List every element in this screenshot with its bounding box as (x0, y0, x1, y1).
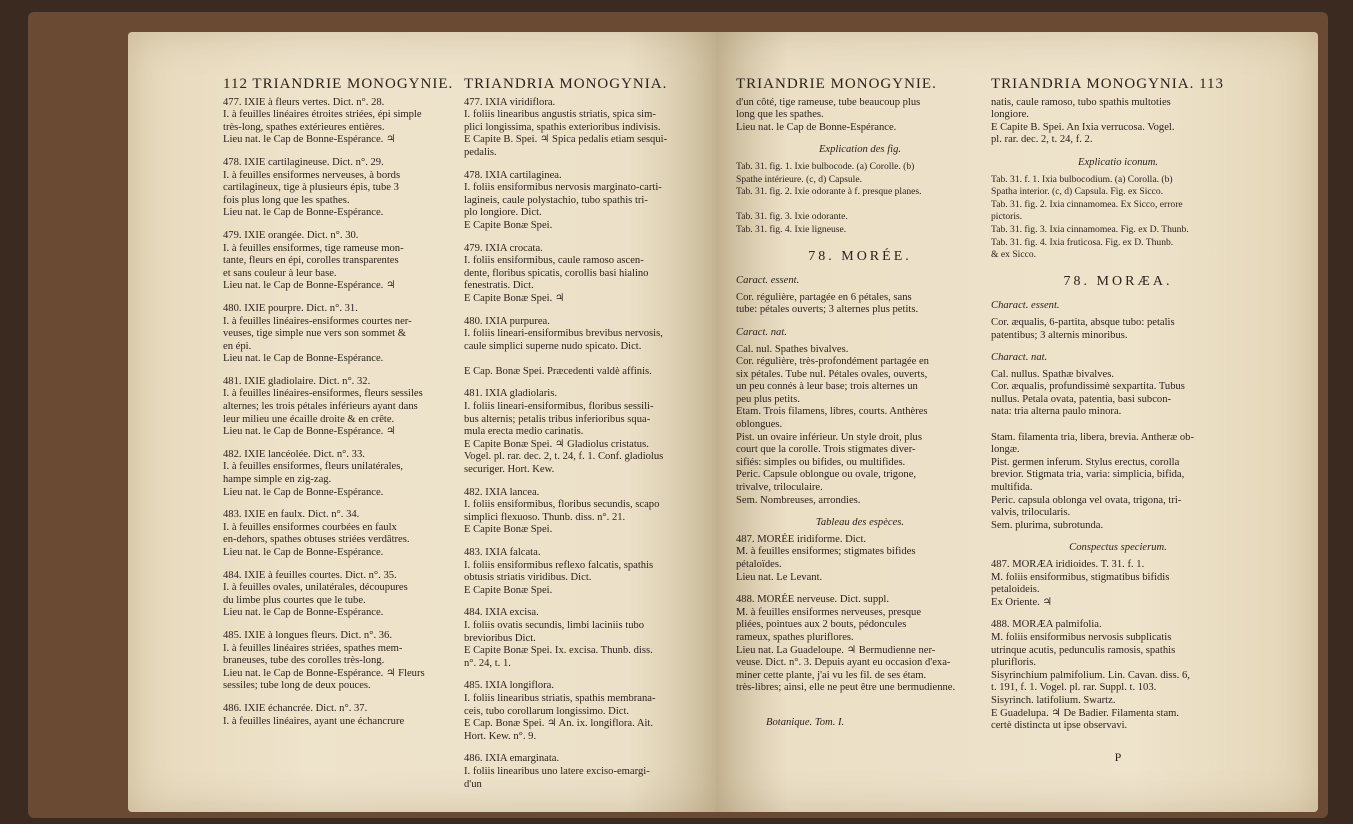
charact-nat-title: Charact. nat. (991, 352, 1048, 364)
species-entry (464, 753, 704, 791)
left-page-french-column (223, 32, 455, 738)
genus-heading: 78. MORÉE. (808, 248, 912, 264)
entry-line: E Capite Bonæ Spei. (464, 584, 553, 596)
entry-line: I. à feuilles linéaires, ayant une échancrure (223, 715, 405, 727)
entry-line: long que les spathes. (736, 109, 824, 121)
entry-line: M. à feuilles ensiformes nerveuses, presque (736, 606, 922, 618)
charact-line: oblongues. (736, 419, 783, 431)
running-head: TRIANDRIE MONOGYNIE. (736, 76, 937, 92)
entry-line: securiger. Hort. Kew. (464, 464, 555, 476)
entry-line: 485. IXIE à longues fleurs. Dict. n°. 36. (223, 629, 392, 641)
entry-line: certè distincta ut ipse observavi. (991, 720, 1128, 732)
entry-line: Lieu nat. le Cap de Bonne-Espérance. (223, 547, 384, 558)
species-table-title: Conspectus specierum. (1069, 542, 1167, 554)
entry-line: E Capite Bonæ Spei. (464, 524, 553, 536)
entry-line: Lieu nat. le Cap de Bonne-Espérance. ♃ Fleurs (223, 667, 425, 679)
charact-line: Peric. capsula oblonga vel ovata, trigona, tri- (991, 494, 1182, 506)
entry-line: Lieu nat. le Cap de Bonne-Espérance. (223, 486, 384, 498)
entry-line: 480. IXIA purpurea. (464, 315, 550, 327)
entry-line: 481. IXIA gladiolaris. (464, 388, 557, 400)
entry-line: Lieu nat. le Cap de Bonne-Espérance. ♃ (223, 280, 396, 292)
entry-line: en-dehors, spathes obtuses striées verdâtres. (223, 534, 410, 546)
left-page-latin-column (464, 32, 704, 801)
entry-line: fois plus long que les spathes. (223, 194, 350, 206)
charact-line (991, 419, 1245, 432)
entry-line: leur milieu une écaille droite & en crête. (223, 413, 395, 425)
entry-line: 481. IXIE gladiolaire. Dict. n°. 32. (223, 375, 371, 387)
entry-line: dente, floribus spicatis, corollis basi hialino (464, 267, 649, 279)
entry-line: 482. IXIE lancéolée. Dict. n°. 33. (223, 448, 365, 460)
entry-line: 486. IXIE échancrée. Dict. n°. 37. (223, 702, 368, 714)
entry-line: Lieu nat. le Cap de Bonne-Espérance. ♃ (223, 426, 396, 438)
entry-line: Sisyrinch. latifolium. Swartz. (991, 694, 1116, 706)
entry-line: d'un (464, 778, 482, 790)
entry-line: E Capite B. Spei. ♃ Spica pedalis etiam sesqui- (464, 134, 668, 146)
entry-line (464, 353, 704, 366)
entry-line: 487. MORÉE iridiforme. Dict. (736, 533, 867, 545)
species-entry (991, 619, 1245, 732)
charact-line: Peric. Capsule oblongue ou ovale, trigone, (736, 469, 917, 481)
explication-line: Spathe intérieure. (c, d) Capsule. (736, 173, 863, 185)
entry-line: E Cap. Bonæ Spei. Præcedenti valdè affinis. (464, 365, 652, 377)
entry-line: I. à feuilles ensiformes, tige rameuse mon- (223, 242, 404, 254)
entry-line: 482. IXIA lancea. (464, 486, 540, 498)
charact-line: un peu connés à leur base; trois alternes un (736, 381, 918, 393)
continued-entry (736, 97, 984, 135)
open-book (28, 12, 1328, 818)
explication-line: & ex Sicco. (991, 249, 1037, 261)
entry-line: en épi. (223, 340, 252, 352)
entry-line: veuse. Dict. n°. 3. Depuis ayant eu occasion d'exa- (736, 657, 951, 669)
entry-line: rameux, spathes pluriflores. (736, 631, 854, 643)
charact-line: brevior. Stigmata tria, varia: simplicia, bifida, (991, 469, 1185, 481)
entry-line: fenestratis. Dict. (464, 280, 534, 292)
species-entry (223, 97, 455, 147)
entry-line: petaloideis. (991, 584, 1040, 596)
entry-line: Lieu nat. le Cap de Bonne-Espérance. ♃ (223, 134, 396, 146)
entry-line: 477. IXIA viridiflora. (464, 96, 556, 108)
entry-line: sessiles; tube long de deux pouces. (223, 680, 371, 692)
entry-line: ceis, tubo corollarum longissimo. Dict. (464, 705, 630, 717)
running-head: TRIANDRIA MONOGYNIA. 113 (991, 76, 1225, 92)
entry-line: I. foliis lineari-ensiformibus, floribus sessili- (464, 401, 654, 413)
entry-line: Vogel. pl. rar. dec. 2, t. 24, f. 1. Conf. gladiolus (464, 451, 664, 463)
species-entry (223, 570, 455, 620)
entry-line: simplici flexuoso. Thunb. diss. n°. 21. (464, 511, 626, 523)
entry-line: pétaloïdes. (736, 559, 782, 570)
species-entry (464, 97, 704, 160)
charact-line: Cal. nullus. Spathæ bivalves. (991, 368, 1115, 380)
charact-line: Cor. régulière, très-profondément partagée en (736, 356, 929, 368)
entry-line: natis, caule ramoso, tubo spathis multoties (991, 96, 1171, 108)
entry-line: M. foliis ensiformibus nervosis subplicatis (991, 631, 1172, 643)
charact-line: nullus. Petala ovata, patentia, basi subcon- (991, 393, 1172, 405)
entry-line: hampe simple en zig-zag. (223, 474, 332, 486)
entry-line: 479. IXIA crocata. (464, 242, 543, 254)
entry-line: M. à feuilles ensiformes; stigmates bifides (736, 546, 916, 558)
entry-line: mula erecta medio carinatis. (464, 426, 584, 438)
entry-line: Lieu nat. La Guadeloupe. ♃ Bermudienne ner- (736, 644, 936, 656)
charact-essent-title: Caract. essent. (736, 275, 800, 287)
right-page (716, 32, 1318, 812)
entry-line: I. foliis ensiformibus nervosis marginato-carti- (464, 182, 662, 194)
entry-line: pl. rar. dec. 2, t. 24, f. 2. (991, 134, 1093, 146)
entry-line: veuses, tige simple nue vers son sommet & (223, 328, 407, 340)
entry-line: et sans couleur à leur base. (223, 267, 337, 279)
explication-line: Tab. 31. fig. 3. Ixia cinnamomea. Fig. ex D. Thunb. (991, 223, 1189, 235)
entry-line: 488. MORÆA palmifolia. (991, 619, 1102, 631)
charact-line: Pist. un ovaire inférieur. Un style droit, plus (736, 431, 922, 443)
species-table-title: Tableau des espèces. (815, 517, 905, 529)
explication-line: Tab. 31. fig. 1. Ixie bulbocode. (a) Corolle. (b) (736, 160, 915, 172)
entry-line: miner cette plante, j'ai vu les fil. de ses étam. (736, 669, 927, 681)
charact-line: Cor. æqualis, profundissimè sexpartita. Tubus (991, 381, 1185, 393)
entry-line: plo longiore. Dict. (464, 207, 542, 219)
charact-line: valvis, trilocularis. (991, 507, 1071, 519)
entry-line: 478. IXIA cartilaginea. (464, 169, 562, 181)
species-entry (223, 703, 455, 728)
species-entry (223, 509, 455, 559)
charact-line: Sem. plurima, subrotunda. (991, 519, 1104, 531)
entry-line: pedalis. (464, 146, 497, 158)
entry-line: I. foliis ensiformibus, floribus secundis, scapo (464, 499, 660, 511)
entry-line: Hort. Kew. n°. 9. (464, 730, 537, 742)
entry-line: alternes; les trois pétales inférieurs ayant dans (223, 401, 418, 413)
charact-line: peu plus petits. (736, 393, 800, 405)
entry-line: E Capite Bonæ Spei. ♃ Gladiolus cristatus. (464, 438, 649, 450)
charact-line: Sem. Nombreuses, arrondies. (736, 494, 861, 506)
entry-line: E Capite Bonæ Spei. (464, 219, 553, 231)
entry-line: I. à feuilles linéaires étroites striées, épi simple (223, 109, 422, 121)
entry-line: I. foliis lineari-ensiformibus brevibus nervosis, (464, 328, 663, 340)
entry-line: obtusis striatis viridibus. Dict. (464, 572, 592, 584)
entry-line: 487. MORÆA iridioides. T. 31. f. 1. (991, 559, 1145, 570)
species-entry (464, 170, 704, 233)
left-page (128, 32, 716, 812)
explication-line (736, 199, 984, 212)
running-head: TRIANDRIA MONOGYNIA. (464, 76, 668, 92)
explication-block (736, 161, 984, 237)
charact-nat-block (991, 369, 1245, 533)
entry-line: I. à feuilles ensiformes courbées en faulx (223, 521, 397, 533)
charact-nat-block (736, 344, 984, 508)
entry-line: bus alternis; petalis tribus inferioribus squa- (464, 413, 651, 425)
charact-line: nata: tria alterna paulo minora. (991, 406, 1122, 418)
entry-line: I. foliis ovatis secundis, limbi laciniis tubo (464, 619, 645, 631)
explication-title: Explication des fig. (818, 144, 902, 156)
entry-line: du limbe plus courtes que le tube. (223, 594, 366, 606)
continued-entry (991, 97, 1245, 147)
entry-line: Lieu nat. le Cap de Bonne-Espérance. (736, 121, 897, 133)
explication-line: Tab. 31. f. 1. Ixia bulbocodium. (a) Corolla. (b) (991, 173, 1173, 185)
explication-block (991, 174, 1245, 262)
entry-line: Lieu nat. le Cap de Bonne-Espérance. (223, 207, 384, 219)
charact-essent-block (991, 317, 1245, 342)
species-entry (464, 547, 704, 597)
entry-line: t. 191, f. 1. Vogel. pl. rar. Suppl. t. 103. (991, 682, 1157, 694)
explication-line: Spatha interior. (c, d) Capsula. Fig. ex Sicco. (991, 186, 1164, 198)
entry-line: 479. IXIE orangée. Dict. n°. 30. (223, 229, 359, 241)
entry-line: I. foliis linearibus uno latere exciso-emargi- (464, 765, 650, 777)
entry-line: I. foliis linearibus angustis striatis, spica sim- (464, 109, 656, 121)
charact-line: court que la corolle. Trois stigmates diver- (736, 444, 916, 456)
entry-line: 484. IXIA excisa. (464, 607, 539, 619)
entry-line: E Capite Bonæ Spei. ♃ (464, 292, 565, 304)
charact-line: patentibus; 3 alternis minoribus. (991, 329, 1128, 341)
entry-line: M. foliis ensiformibus, stigmatibus bifidis (991, 571, 1170, 583)
entry-line: E Capite B. Spei. An Ixia verrucosa. Vogel. (991, 121, 1175, 133)
charact-line: longæ. (991, 444, 1020, 456)
entry-line: 485. IXIA longiflora. (464, 680, 555, 692)
species-entry (223, 157, 455, 220)
entry-line: I. foliis linearibus striatis, spathis membrana- (464, 692, 656, 704)
entry-line: 480. IXIE pourpre. Dict. n°. 31. (223, 302, 358, 314)
species-entry (464, 388, 704, 476)
entry-line: E Cap. Bonæ Spei. ♃ An. ix. longiflora. Ait. (464, 718, 654, 730)
explication-line: pictoris. (991, 211, 1023, 223)
entry-line: brevioribus Dict. (464, 632, 536, 644)
entry-line: 483. IXIA falcata. (464, 547, 541, 558)
entry-line: I. à feuilles linéaires-ensiformes, fleurs sessiles (223, 388, 423, 400)
entry-line: plici longissima, spathis exterioribus indivisis. (464, 121, 661, 133)
genus-heading: 78. MORÆA. (1063, 273, 1173, 289)
entry-line: I. foliis ensiformibus reflexo falcatis, spathis (464, 559, 654, 571)
entry-line: 486. IXIA emarginata. (464, 753, 560, 765)
species-entry (736, 534, 984, 584)
entry-line: I. à feuilles ensiformes, fleurs unilatérales, (223, 461, 404, 473)
species-entry (223, 376, 455, 439)
entry-line: très-long, spathes extérieures entières. (223, 121, 385, 133)
entry-line: 488. MORÉE nerveuse. Dict. suppl. (736, 594, 889, 606)
explication-line: Tab. 31. fig. 4. Ixie ligneuse. (736, 223, 847, 235)
entry-line: n°. 24, t. 1. (464, 657, 511, 669)
entry-line: d'un côté, tige rameuse, tube beaucoup plus (736, 96, 921, 108)
charact-line: Cor. æqualis, 6-partita, absque tubo: petalis (991, 316, 1175, 328)
species-entry (991, 559, 1245, 609)
entry-line: Lieu nat. le Cap de Bonne-Espérance. (223, 607, 384, 619)
entry-line: E Capite Bonæ Spei. Ix. excisa. Thunb. diss. (464, 645, 653, 657)
explication-line: Tab. 31. fig. 2. Ixia cinnamomea. Ex Sicco, errore (991, 198, 1183, 210)
species-entry (223, 630, 455, 693)
entry-line: braneuses, tube des corolles très-long. (223, 655, 385, 667)
entry-line: I. à feuilles ovales, unilatérales, découpures (223, 582, 408, 594)
entry-line: caule simplici superne nudo spicato. Dict. (464, 340, 642, 352)
entry-line: 478. IXIE cartilagineuse. Dict. n°. 29. (223, 156, 384, 168)
explication-line: Tab. 31. fig. 3. Ixie odorante. (736, 211, 848, 223)
entry-line: très-libres; ainsi, elle ne peut être une bermudienne. (736, 682, 956, 694)
right-page-latin-column (991, 32, 1245, 763)
charact-line: Stam. filamenta tria, libera, brevia. Antheræ ob- (991, 431, 1194, 443)
entry-line: I. foliis ensiformibus, caule ramoso ascen- (464, 255, 644, 267)
charact-line: sifiés: simples ou bifides, ou multifides. (736, 456, 906, 468)
species-entry (223, 230, 455, 293)
entry-line: Lieu nat. Le Levant. (736, 571, 823, 583)
entry-line: Sisyrinchium palmifolium. Lin. Cavan. diss. 6, (991, 669, 1190, 681)
explication-line: Tab. 31. fig. 4. Ixia fruticosa. Fig. ex D. Thunb. (991, 236, 1174, 248)
species-entry (464, 680, 704, 743)
species-entry (464, 607, 704, 670)
entry-line: pliées, pointues aux 2 bouts, pédoncules (736, 619, 907, 631)
charact-line: trivalve, triloculaire. (736, 482, 823, 494)
entry-line: 477. IXIE à fleurs vertes. Dict. n°. 28. (223, 96, 385, 108)
species-entry (736, 594, 984, 695)
charact-line: six pétales. Tube nul. Pétales ovales, ouverts, (736, 368, 928, 380)
entry-line: utrinque acutis, pedunculis ramosis, spathis (991, 644, 1176, 656)
entry-line: 484. IXIE à feuilles courtes. Dict. n°. 35. (223, 569, 397, 581)
charact-essent-block (736, 292, 984, 317)
species-entry (464, 487, 704, 537)
entry-line: Ex Oriente. ♃ (991, 596, 1052, 608)
signature-mark: P (1114, 749, 1122, 764)
right-page-french-column (736, 32, 984, 730)
entry-line: I. à feuilles linéaires-ensiformes courtes ner- (223, 315, 412, 327)
entry-line: I. à feuilles ensiformes nerveuses, à bords (223, 169, 401, 181)
entry-line: cartilagineux, tige à plusieurs épis, tube 3 (223, 182, 399, 194)
page-footer: Botanique. Tom. I. (766, 716, 845, 728)
entry-line: lagineis, caule polystachio, tubo spathis tri- (464, 194, 648, 206)
entry-line: E Guadelupa. ♃ De Badier. Filamenta stam. (991, 707, 1180, 719)
charact-line: Pist. germen inferum. Stylus erectus, corolla (991, 456, 1180, 468)
charact-nat-title: Caract. nat. (736, 326, 787, 338)
explication-line: Tab. 31. fig. 2. Ixie odorante à f. presque planes. (736, 186, 922, 198)
entry-line: I. à feuilles linéaires striées, spathes mem- (223, 642, 403, 654)
species-entry (223, 303, 455, 366)
charact-line: Cor. régulière, partagée en 6 pétales, sans (736, 291, 912, 303)
charact-line: Etam. Trois filamens, libres, courts. Anthères (736, 406, 928, 418)
entry-line: 483. IXIE en faulx. Dict. n°. 34. (223, 509, 360, 521)
charact-line: multifida. (991, 482, 1033, 494)
explication-title: Explicatio iconum. (1077, 156, 1159, 168)
species-entry (464, 243, 704, 306)
entry-line: plurifloris. (991, 657, 1037, 669)
entry-line: tante, fleurs en épi, corolles transparentes (223, 255, 399, 267)
charact-line: tube: pétales ouverts; 3 alternes plus petits. (736, 304, 919, 316)
charact-line: Cal. nul. Spathes bivalves. (736, 343, 849, 355)
species-entry (223, 449, 455, 499)
entry-line: longiore. (991, 109, 1029, 121)
entry-line: Lieu nat. le Cap de Bonne-Espérance. (223, 353, 384, 365)
species-entry (464, 316, 704, 379)
running-head: 112 TRIANDRIE MONOGYNIE. (223, 76, 454, 92)
charact-essent-title: Charact. essent. (991, 300, 1060, 312)
